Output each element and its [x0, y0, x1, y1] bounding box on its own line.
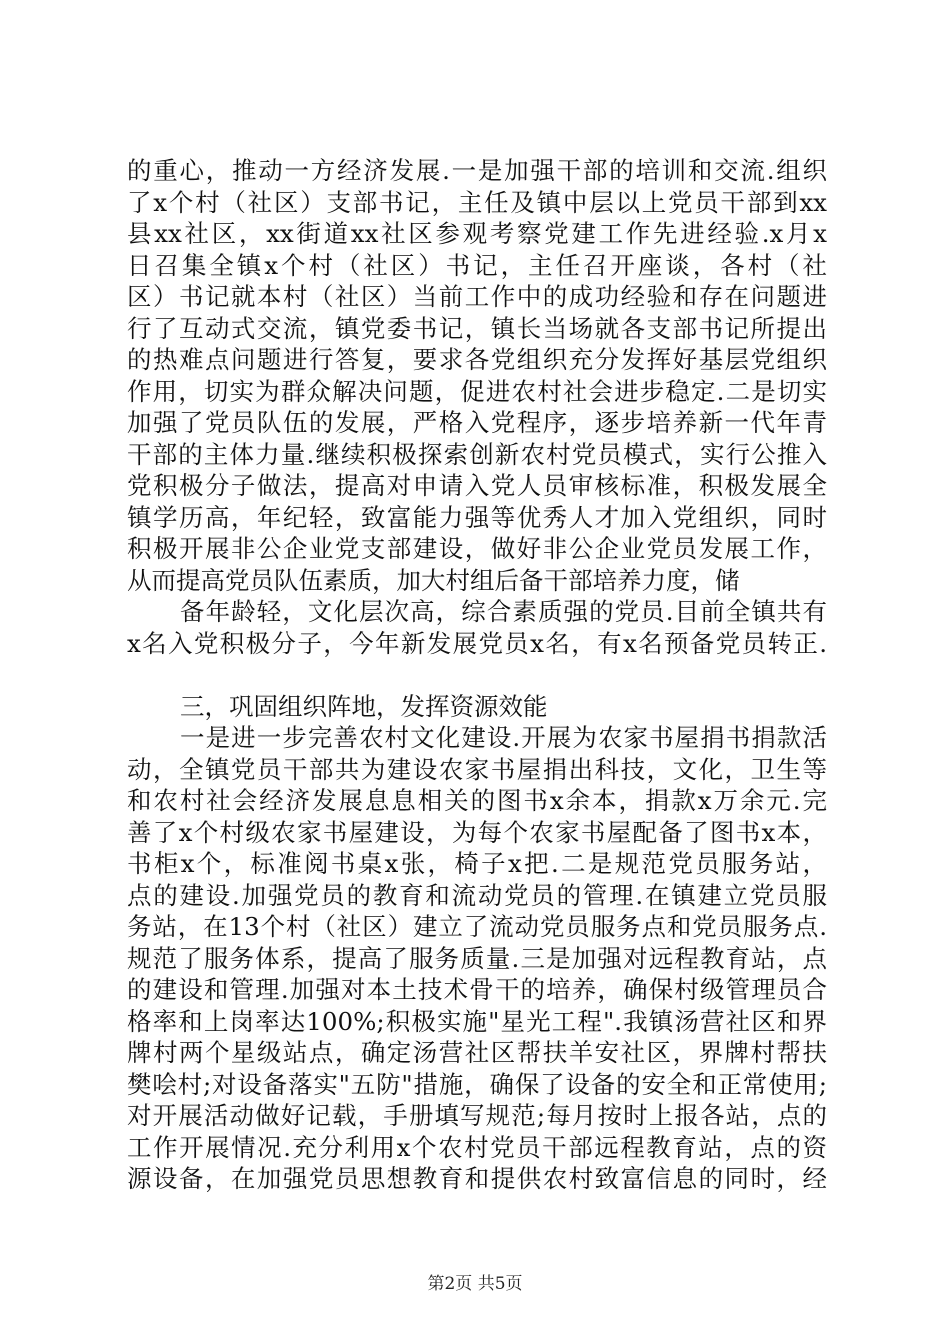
text-line: 了x个村（社区）支部书记，主任及镇中层以上党员干部到xx	[127, 187, 827, 217]
text-line: 日召集全镇x个村（社区）书记，主任召开座谈，各村（社	[127, 250, 827, 280]
text-line: 积极开展非公企业党支部建设，做好非公企业党员发展工作，	[127, 534, 827, 563]
text-line: 区）书记就本村（社区）当前工作中的成功经验和存在问题进	[127, 282, 827, 311]
text-line: 党积极分子做法，提高对申请入党人员审核标准，积极发展全	[127, 471, 827, 500]
text-line: 务站，在13个村（社区）建立了流动党员服务点和党员服务点.	[127, 912, 827, 941]
section-heading: 三，巩固组织阵地，发挥资源效能	[180, 691, 548, 721]
text-line: 镇学历高，年纪轻，致富能力强等优秀人才加入党组织，同时	[127, 502, 827, 532]
text-line: 善了x个村级农家书屋建设，为每个农家书屋配备了图书x本，	[127, 817, 827, 847]
text-line: x名入党积极分子，今年新发展党员x名，有x名预备党员转正.	[127, 628, 827, 658]
text-line: 对开展活动做好记载，手册填写规范;每月按时上报各站，点的	[127, 1101, 827, 1130]
text-line: 樊哙村;对设备落实"五防"措施，确保了设备的安全和正常使用;	[127, 1069, 827, 1099]
text-line: 动，全镇党员干部共为建设农家书屋捐出科技，文化，卫生等	[127, 754, 827, 784]
text-line: 工作开展情况.充分利用x个农村党员干部远程教育站，点的资	[127, 1132, 827, 1162]
text-line: 格率和上岗率达100%;积极实施"星光工程".我镇汤营社区和界	[127, 1006, 827, 1036]
page-footer: 第2页 共5页	[427, 1274, 523, 1294]
text-line: 和农村社会经济发展息息相关的图书x余本，捐款x万余元.完	[127, 786, 827, 815]
text-line: 从而提高党员队伍素质，加大村组后备干部培养力度，储	[127, 565, 740, 595]
text-line: 书柜x个，标准阅书桌x张，椅子x把.二是规范党员服务站，	[127, 849, 827, 878]
text-line: 作用，切实为群众解决问题，促进农村社会进步稳定.二是切实	[127, 376, 827, 406]
text-line: 的热难点问题进行答复，要求各党组织充分发挥好基层党组织	[127, 345, 827, 374]
paragraph-gap	[127, 659, 827, 691]
text-line: 的重心，推动一方经济发展.一是加强干部的培训和交流.组织	[127, 156, 827, 185]
text-line: 的建设和管理.加强对本土技术骨干的培养，确保村级管理员合	[127, 975, 827, 1004]
text-line: 备年龄轻，文化层次高，综合素质强的党员.目前全镇共有	[180, 597, 827, 626]
text-line: 牌村两个星级站点，确定汤营社区帮扶羊安社区，界牌村帮扶	[127, 1038, 827, 1067]
document-body	[127, 155, 827, 1195]
text-line: 加强了党员队伍的发展，严格入党程序，逐步培养新一代年青	[127, 408, 827, 437]
text-line: 源设备，在加强党员思想教育和提供农村致富信息的同时，经	[127, 1164, 827, 1193]
text-line: 点的建设.加强党员的教育和流动党员的管理.在镇建立党员服	[127, 880, 827, 910]
text-line: 行了互动式交流，镇党委书记，镇长当场就各支部书记所提出	[127, 313, 827, 343]
text-line: 规范了服务体系，提高了服务质量.三是加强对远程教育站，点	[127, 943, 827, 973]
text-line: 县xx社区，xx街道xx社区参观考察党建工作先进经验.x月x	[127, 219, 827, 248]
text-line: 干部的主体力量.继续积极探索创新农村党员模式，实行公推入	[127, 439, 827, 469]
text-line: 一是进一步完善农村文化建设.开展为农家书屋捐书捐款活	[180, 723, 827, 752]
